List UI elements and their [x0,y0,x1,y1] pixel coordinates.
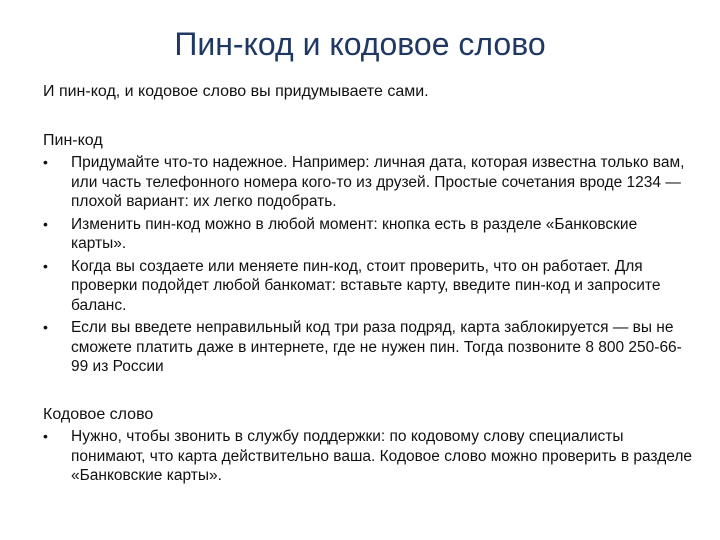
bullet-icon: • [43,428,48,444]
bullet-icon: • [43,154,48,170]
intro-text: И пин-код, и кодовое слово вы придумываете сами. [43,83,429,100]
bullet-icon: • [43,319,48,335]
section-heading-code-word: Кодовое слово [43,406,154,423]
list-item-text: Когда вы создаете или меняете пин-код, стоит проверить, что он работает. Для проверки подойдет любой банкомат: вставьте карту, введите пин-код и запросите баланс. [71,257,661,314]
list-item [43,215,693,254]
slide-title: Пин-код и кодовое слово [174,26,546,62]
bullet-icon: • [43,257,48,274]
bullet-icon: • [43,215,48,232]
section-pin-code [43,131,693,380]
list-item-text: Изменить пин-код можно в любой момент: кнопка есть в разделе «Банковские карты». [71,215,638,252]
list-item-text: Нужно, чтобы звонить в службу поддержки: по кодовому слову специалисты понимают, что карта действительно ваша. Кодовое слово можно проверить в разделе «Банковские карты». [71,428,693,484]
list-item [43,153,693,212]
list-item-text: Если вы введете неправильный код три раза подряд, карта заблокируется — вы не сможете платить даже в интернете, где не нужен пин. Тогда позвоните 8 800 250-66-99 из России [71,319,682,375]
list-item [43,318,693,377]
list-item [43,427,693,486]
code-word-list [43,427,693,486]
list-item [43,257,693,316]
section-heading-pin-code: Пин-код [43,132,103,149]
list-item-text: Придумайте что-то надежное. Например: личная дата, которая известна только вам, или часть телефонного номера кого-то из друзей. Простые сочетания вроде 1234 — плохой вариант: их легко подобрать. [71,154,685,210]
pin-code-list [43,153,693,377]
section-code-word [43,405,693,489]
